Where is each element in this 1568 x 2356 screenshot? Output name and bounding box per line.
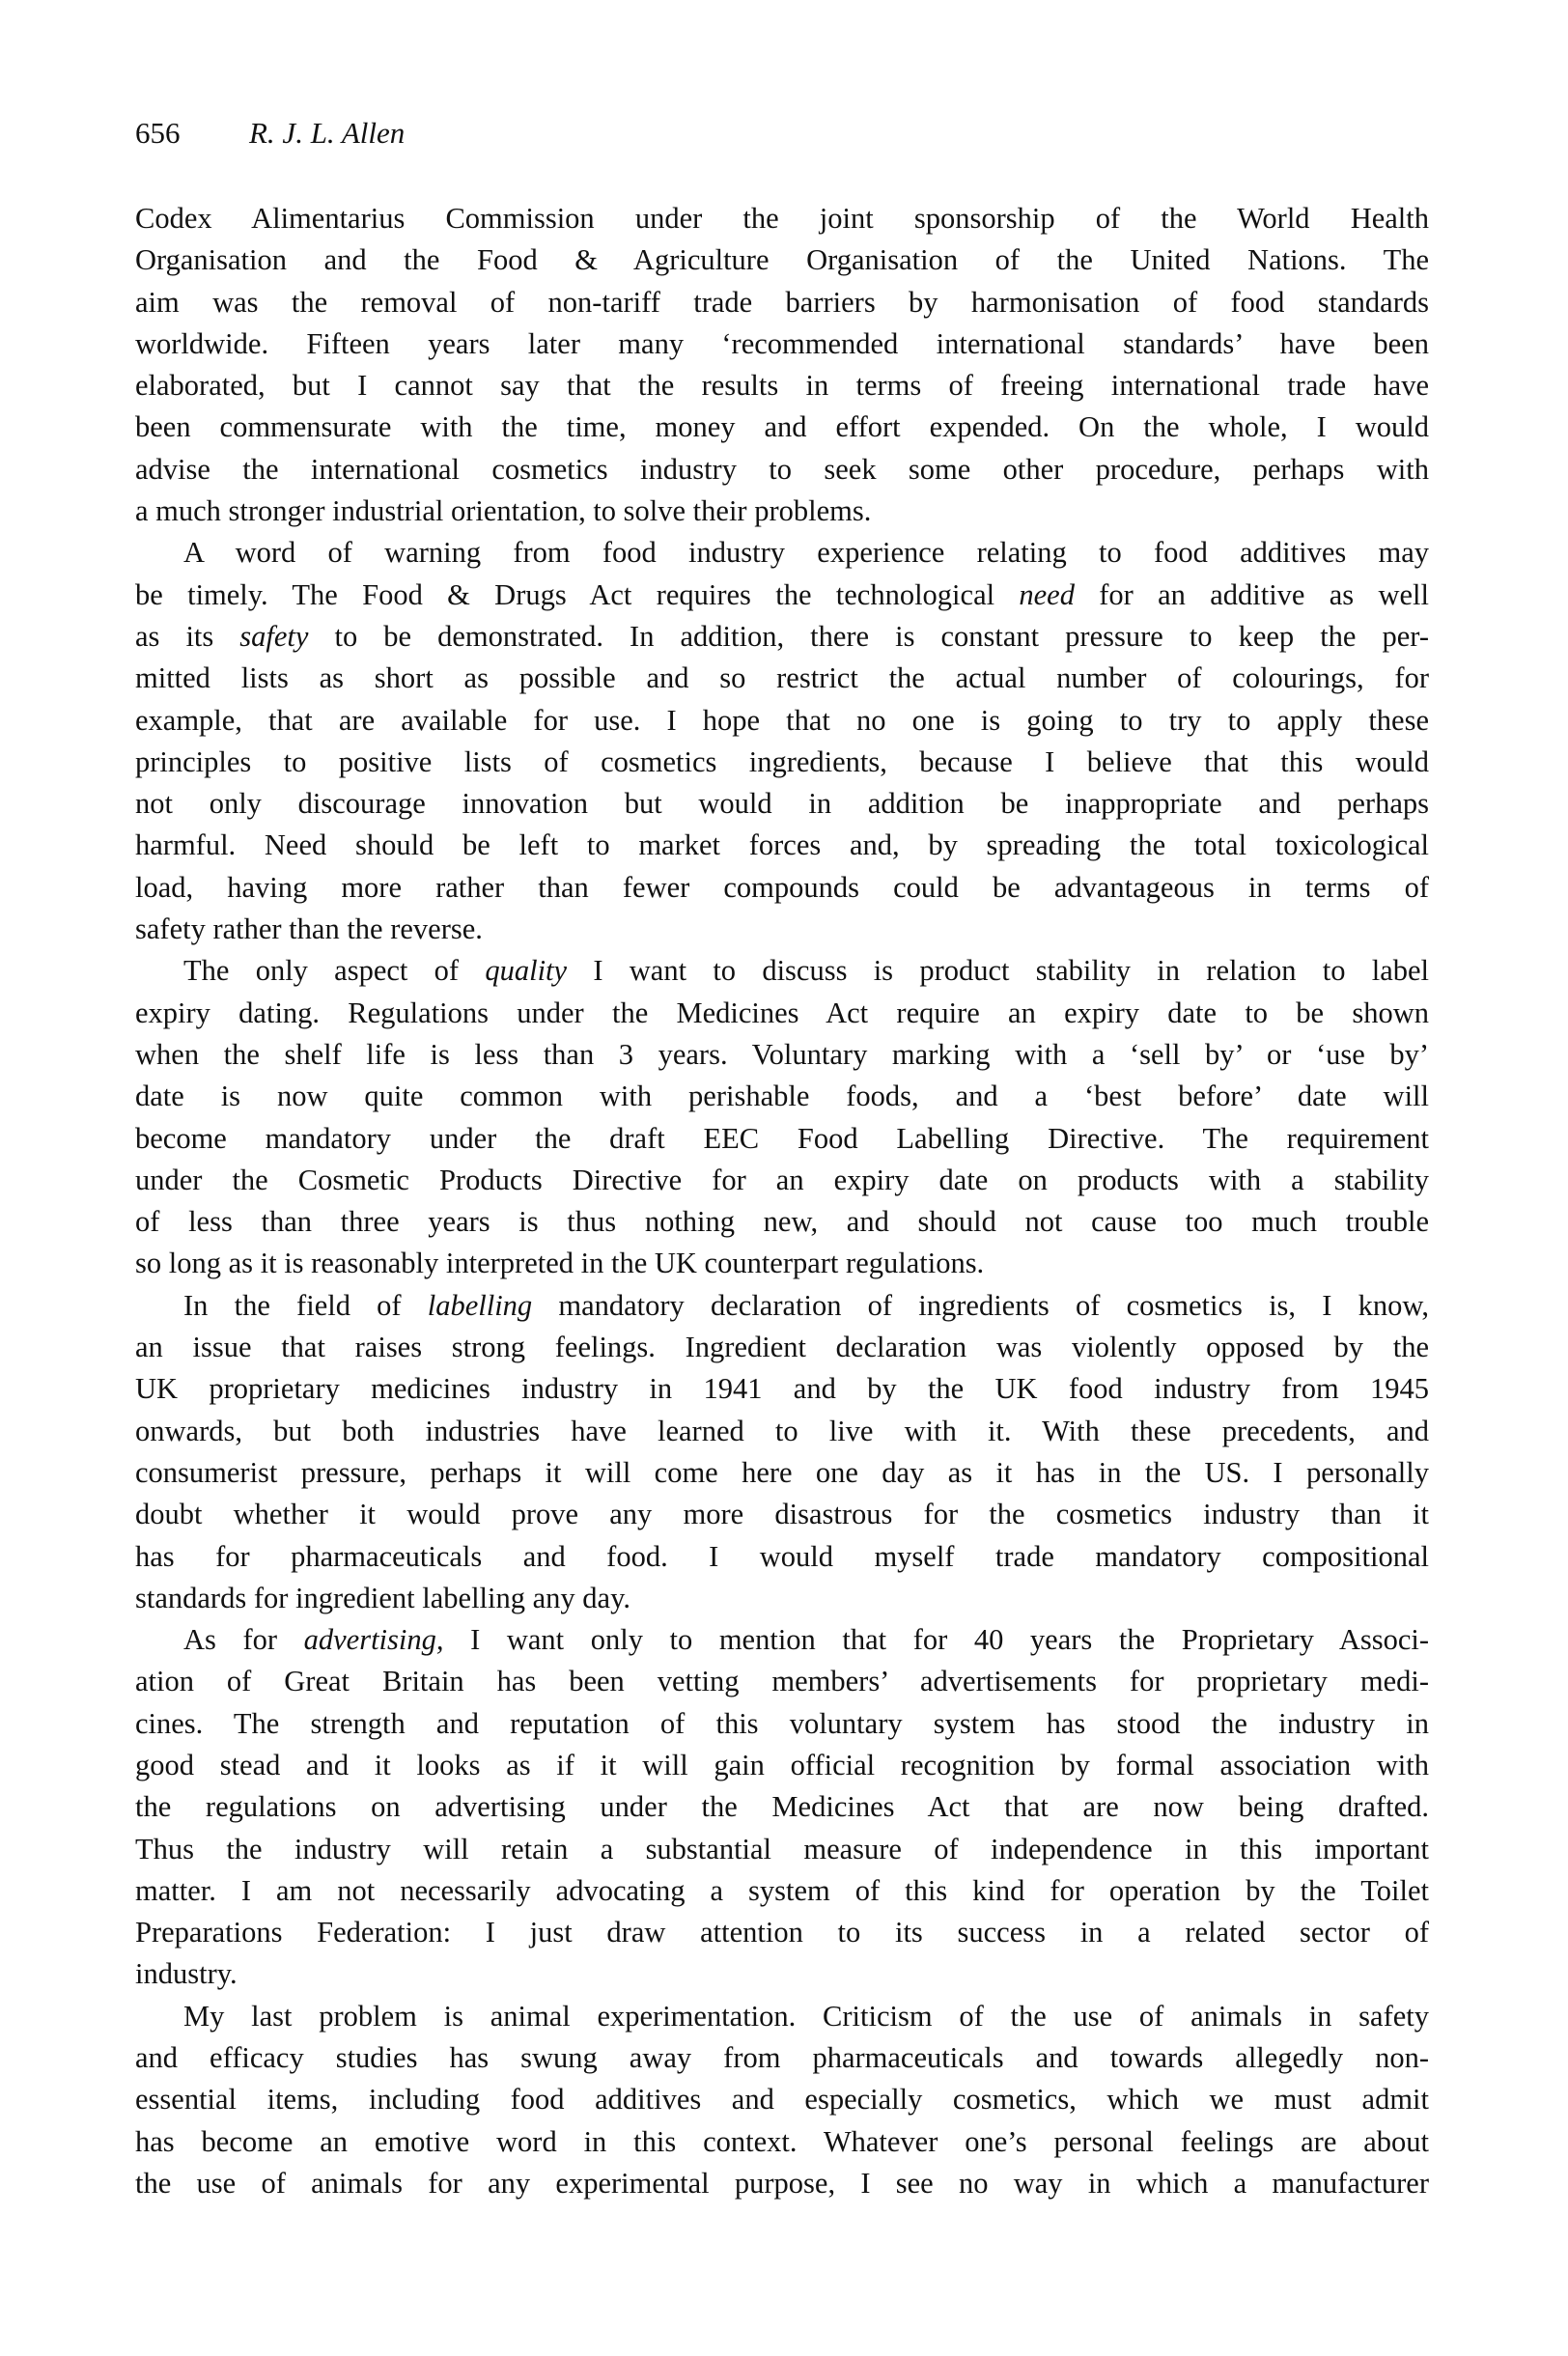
emphasis: safety <box>239 619 309 653</box>
text-line: As for advertising, I want only to mention that for 40 years the Proprietary Associ- <box>183 1623 1430 1657</box>
text-line: consumerist pressure, perhaps it will come here one day as it has in the US. I personally <box>135 1455 1429 1489</box>
text-line: matter. I am not necessarily advocating a system of this kind for operation by the Toilet <box>135 1873 1429 1907</box>
text-line: under the Cosmetic Products Directive for an expiry date on products with a stability <box>135 1163 1429 1196</box>
text-line: good stead and it looks as if it will gain official recognition by formal association with <box>135 1748 1429 1781</box>
text-line: industry. <box>135 1957 238 1991</box>
text-line: ation of Great Britain has been vetting members’ advertisements for proprietary medi- <box>135 1665 1429 1698</box>
text-line: be timely. The Food & Drugs Act requires the technological need for an additive as well <box>135 577 1429 611</box>
emphasis: labelling <box>427 1288 533 1322</box>
paragraph <box>135 1619 1429 1996</box>
text-line: the use of animals for any experimental purpose, I see no way in which a manufacturer <box>135 2166 1429 2200</box>
article-body <box>135 198 1429 2204</box>
paragraph <box>135 950 1429 1284</box>
text-line: UK proprietary medicines industry in 1941 and by the UK food industry from 1945 <box>135 1372 1429 1406</box>
text-line: expiry dating. Regulations under the Medicines Act require an expiry date to be shown <box>135 996 1429 1029</box>
text-line: My last problem is animal experimentation. Criticism of the use of animals in safety <box>183 1999 1429 2033</box>
text-line: the regulations on advertising under the Medicines Act that are now being drafted. <box>135 1790 1429 1824</box>
running-header <box>135 114 405 153</box>
text-line: has for pharmaceuticals and food. I would myself trade mandatory compositional <box>135 1539 1429 1573</box>
text-line: been commensurate with the time, money and effort expended. On the whole, I would <box>135 410 1429 444</box>
text-line: advise the international cosmetics industry to seek some other procedure, perhaps with <box>135 452 1429 486</box>
page-number: 656 <box>135 116 181 150</box>
text-line: standards for ingredient labelling any day. <box>135 1581 630 1614</box>
text-line: of less than three years is thus nothing new, and should not cause too much trouble <box>135 1205 1429 1239</box>
text-line: example, that are available for use. I hope that no one is going to try to apply these <box>135 703 1429 737</box>
text-line: Codex Alimentarius Commission under the joint sponsorship of the World Health <box>135 202 1429 235</box>
text-line: as its safety to be demonstrated. In addition, there is constant pressure to keep the per- <box>135 619 1429 653</box>
text-line: A word of warning from food industry experience relating to food additives may <box>183 536 1429 570</box>
paragraph <box>135 198 1429 532</box>
text-line: worldwide. Fifteen years later many ‘recommended international standards’ have been <box>135 326 1429 360</box>
emphasis: need <box>1019 577 1075 611</box>
text-line: not only discourage innovation but would in addition be inappropriate and perhaps <box>135 787 1429 821</box>
text-line: load, having more rather than fewer compounds could be advantageous in terms of <box>135 870 1429 904</box>
text-line: elaborated, but I cannot say that the results in terms of freeing international trade have <box>135 369 1429 403</box>
text-line: Preparations Federation: I just draw attention to its success in a related sector of <box>135 1916 1429 1949</box>
text-line: Thus the industry will retain a substantial measure of independence in this important <box>135 1832 1429 1865</box>
text-line: harmful. Need should be left to market forces and, by spreading the total toxicological <box>135 828 1429 862</box>
text-line: onwards, but both industries have learned to live with it. With these precedents, and <box>135 1414 1429 1447</box>
text-line: In the field of labelling mandatory declaration of ingredients of cosmetics is, I know, <box>183 1288 1430 1322</box>
emphasis: advertising, <box>303 1623 444 1657</box>
paragraph <box>135 1996 1429 2204</box>
text-line: become mandatory under the draft EEC Food Labelling Directive. The requirement <box>135 1121 1429 1155</box>
text-line: doubt whether it would prove any more disastrous for the cosmetics industry than it <box>135 1498 1429 1531</box>
text-line: when the shelf life is less than 3 years. Voluntary marking with a ‘sell by’ or ‘use by’ <box>135 1037 1429 1071</box>
text-line: has become an emotive word in this context. Whatever one’s personal feelings are about <box>135 2124 1429 2158</box>
text-line: principles to positive lists of cosmetics ingredients, because I believe that this would <box>135 744 1429 778</box>
emphasis: quality <box>485 954 568 988</box>
text-line: Organisation and the Food & Agriculture Organisation of the United Nations. The <box>135 243 1429 277</box>
text-line: The only aspect of quality I want to discuss is product stability in relation to label <box>183 954 1429 988</box>
paragraph <box>135 532 1429 950</box>
text-line: a much stronger industrial orientation, to solve their problems. <box>135 494 872 528</box>
text-line: cines. The strength and reputation of this voluntary system has stood the industry in <box>135 1706 1429 1740</box>
text-line: aim was the removal of non-tariff trade barriers by harmonisation of food standards <box>135 285 1429 319</box>
running-head-author: R. J. L. Allen <box>249 116 406 150</box>
paragraph <box>135 1285 1429 1619</box>
text-line: date is now quite common with perishable foods, and a ‘best before’ date will <box>135 1080 1429 1113</box>
text-line: safety rather than the reverse. <box>135 912 483 946</box>
text-line: an issue that raises strong feelings. Ingredient declaration was violently opposed by the <box>135 1331 1429 1364</box>
text-line: mitted lists as short as possible and so restrict the actual number of colourings, for <box>135 661 1429 695</box>
text-line: essential items, including food additives and especially cosmetics, which we must admit <box>135 2083 1429 2117</box>
text-line: and efficacy studies has swung away from pharmaceuticals and towards allegedly non- <box>135 2041 1429 2075</box>
text-line: so long as it is reasonably interpreted in the UK counterpart regulations. <box>135 1247 985 1280</box>
